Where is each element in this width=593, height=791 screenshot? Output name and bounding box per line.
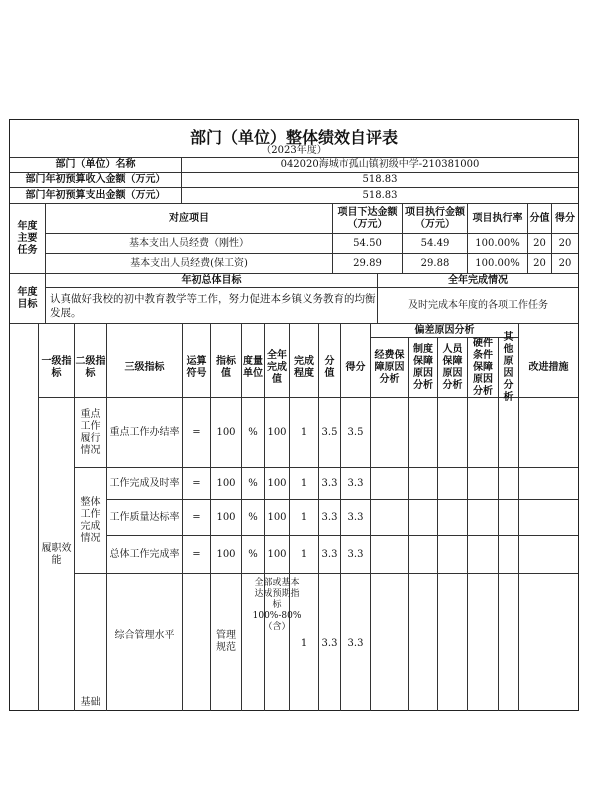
- level2-key-work: 重点工作履行情况: [75, 398, 107, 468]
- deviation-system-cell: [409, 574, 438, 711]
- indicator-actual: 100: [265, 398, 290, 468]
- spacer-cell: [211, 324, 242, 338]
- spacer-cell: [341, 324, 371, 338]
- header-hardware: 硬件条件保障原因分析: [468, 338, 499, 398]
- indicator-name: 总体工作完成率: [107, 536, 183, 574]
- goal-header-initial: 年初总体目标: [46, 274, 378, 288]
- deviation-econ-cell: [371, 574, 409, 711]
- task-item: 基本支出人员经费(保工资): [46, 254, 333, 274]
- task-rate: 100.00%: [468, 234, 528, 254]
- dept-value: 042020海城市孤山镇初级中学-210381000: [182, 158, 578, 173]
- deviation-econ-cell: [371, 500, 409, 536]
- indicator-operator: =: [183, 536, 211, 574]
- deviation-header: 偏差原因分析: [371, 324, 519, 338]
- task-executed: 29.88: [403, 254, 468, 274]
- task-score: 20: [552, 234, 578, 254]
- improve-cell: [519, 536, 578, 574]
- deviation-staff-cell: [438, 468, 468, 500]
- deviation-other-cell: [499, 536, 519, 574]
- deviation-hardware-cell: [468, 574, 499, 711]
- deviation-system-cell: [409, 398, 438, 468]
- indicator-score: 3.3: [341, 500, 371, 536]
- task-executed: 54.49: [403, 234, 468, 254]
- indicator-actual: 100: [265, 500, 290, 536]
- indicator-degree: 1: [290, 500, 319, 536]
- spacer-cell: [107, 324, 183, 338]
- deviation-econ-cell: [371, 398, 409, 468]
- indicator-operator: =: [183, 500, 211, 536]
- task-section-label: 年度 主要 任务: [10, 204, 46, 274]
- indicator-name: 重点工作办结率: [107, 398, 183, 468]
- indicator-operator: [183, 574, 211, 711]
- task-header-score-value: 分值: [528, 204, 552, 234]
- performance-table: [9, 119, 579, 711]
- indicator-unit: %: [242, 468, 265, 500]
- expense-label: 部门年初预算支出金额（万元）: [10, 188, 182, 204]
- header-score-value: 分值: [319, 338, 341, 398]
- level2-basic: 基础: [75, 574, 107, 711]
- indicator-unit: %: [242, 500, 265, 536]
- indicator-operator: =: [183, 398, 211, 468]
- page-title: 部门（单位）整体绩效自评表: [189, 128, 398, 147]
- header-improve: 改进措施: [519, 338, 578, 398]
- indicator-target: 100: [211, 398, 242, 468]
- task-header-rate: 项目执行率: [468, 204, 528, 234]
- deviation-staff-cell: [438, 574, 468, 711]
- year-subtitle: （2023年度）: [10, 144, 578, 158]
- header-score: 得分: [341, 338, 371, 398]
- task-header-item: 对应项目: [46, 204, 333, 234]
- deviation-system-cell: [409, 468, 438, 500]
- deviation-staff-cell: [438, 536, 468, 574]
- indicator-score: 3.5: [341, 398, 371, 468]
- deviation-other-cell: [499, 468, 519, 500]
- task-score-value: 20: [528, 234, 552, 254]
- indicator-degree: 1: [290, 398, 319, 468]
- header-operator: 运算符号: [183, 338, 211, 398]
- goal-complete: 及时完成本年度的各项工作任务: [378, 288, 578, 324]
- dept-label: 部门（单位）名称: [10, 158, 182, 173]
- income-label: 部门年初预算收入金额（万元）: [10, 173, 182, 188]
- indicator-score-value: 3.3: [319, 500, 341, 536]
- improve-cell: [519, 574, 578, 711]
- deviation-econ-cell: [371, 536, 409, 574]
- spacer-cell: [242, 324, 265, 338]
- indicator-degree: 1: [290, 468, 319, 500]
- task-header-issued: 项目下达金额（万元）: [333, 204, 403, 234]
- indicator-name: 综合管理水平: [107, 574, 183, 711]
- improve-cell: [519, 500, 578, 536]
- indicator-score-value: 3.3: [319, 574, 341, 711]
- spacer-cell: [319, 324, 341, 338]
- indicator-target: 100: [211, 468, 242, 500]
- indicator-actual: 全部或基本达成预期指标100%-80%（含）: [265, 574, 290, 711]
- spacer-cell: [75, 324, 107, 338]
- indicator-actual: 100: [265, 536, 290, 574]
- indicator-actual: 100: [265, 468, 290, 500]
- task-header-score: 得分: [552, 204, 578, 234]
- spacer-cell: [183, 324, 211, 338]
- deviation-hardware-cell: [468, 500, 499, 536]
- indicator-target: 100: [211, 500, 242, 536]
- spacer-cell: [265, 324, 290, 338]
- indicator-score: 3.3: [341, 468, 371, 500]
- header-target: 指标值: [211, 338, 242, 398]
- indicator-score-value: 3.5: [319, 398, 341, 468]
- task-rate: 100.00%: [468, 254, 528, 274]
- indicator-name: 工作质量达标率: [107, 500, 183, 536]
- task-score: 20: [552, 254, 578, 274]
- header-other: 其他原因分析: [499, 338, 519, 398]
- indicator-outer-column: [10, 324, 39, 711]
- improve-cell: [519, 398, 578, 468]
- indicator-degree: 1: [290, 536, 319, 574]
- level1-name: 履职效能: [39, 398, 75, 711]
- deviation-other-cell: [499, 398, 519, 468]
- header-system: 制度保障原因分析: [409, 338, 438, 398]
- indicator-score-value: 3.3: [319, 536, 341, 574]
- expense-value: 518.83: [182, 188, 578, 204]
- deviation-system-cell: [409, 536, 438, 574]
- spacer-cell: [290, 324, 319, 338]
- indicator-unit: %: [242, 398, 265, 468]
- deviation-hardware-cell: [468, 468, 499, 500]
- indicator-unit: %: [242, 536, 265, 574]
- header-level1: 一级指标: [39, 338, 75, 398]
- deviation-other-cell: [499, 500, 519, 536]
- income-value: 518.83: [182, 173, 578, 188]
- goal-header-complete: 全年完成情况: [378, 274, 578, 288]
- task-score-value: 20: [528, 254, 552, 274]
- deviation-staff-cell: [438, 500, 468, 536]
- deviation-econ-cell: [371, 468, 409, 500]
- deviation-other-cell: [499, 574, 519, 711]
- indicator-score-value: 3.3: [319, 468, 341, 500]
- header-level3: 三级指标: [107, 338, 183, 398]
- indicator-score: 3.3: [341, 574, 371, 711]
- level2-overall-work: 整体工作完成情况: [75, 468, 107, 574]
- task-header-executed: 项目执行金额（万元）: [403, 204, 468, 234]
- deviation-hardware-cell: [468, 536, 499, 574]
- task-issued: 54.50: [333, 234, 403, 254]
- header-actual: 全年完成值: [265, 338, 290, 398]
- indicator-score: 3.3: [341, 536, 371, 574]
- header-level2: 二级指标: [75, 338, 107, 398]
- task-issued: 29.89: [333, 254, 403, 274]
- goal-section-label: 年度 目标: [10, 274, 46, 324]
- header-econ: 经费保障原因分析: [371, 338, 409, 398]
- spacer-cell: [39, 324, 75, 338]
- indicator-target: 100: [211, 536, 242, 574]
- indicator-operator: =: [183, 468, 211, 500]
- header-degree: 完成程度: [290, 338, 319, 398]
- indicator-name: 工作完成及时率: [107, 468, 183, 500]
- goal-initial: 认真做好我校的初中教育教学等工作，努力促进本乡镇义务教育的均衡发展。: [46, 288, 378, 324]
- header-staff: 人员保障原因分析: [438, 338, 468, 398]
- indicator-degree: 1: [290, 574, 319, 711]
- spacer-cell: [519, 324, 578, 338]
- indicator-target: 管理规范: [211, 574, 242, 711]
- deviation-hardware-cell: [468, 398, 499, 468]
- task-item: 基本支出人员经费（刚性）: [46, 234, 333, 254]
- improve-cell: [519, 468, 578, 500]
- header-unit: 度量单位: [242, 338, 265, 398]
- deviation-system-cell: [409, 500, 438, 536]
- deviation-staff-cell: [438, 398, 468, 468]
